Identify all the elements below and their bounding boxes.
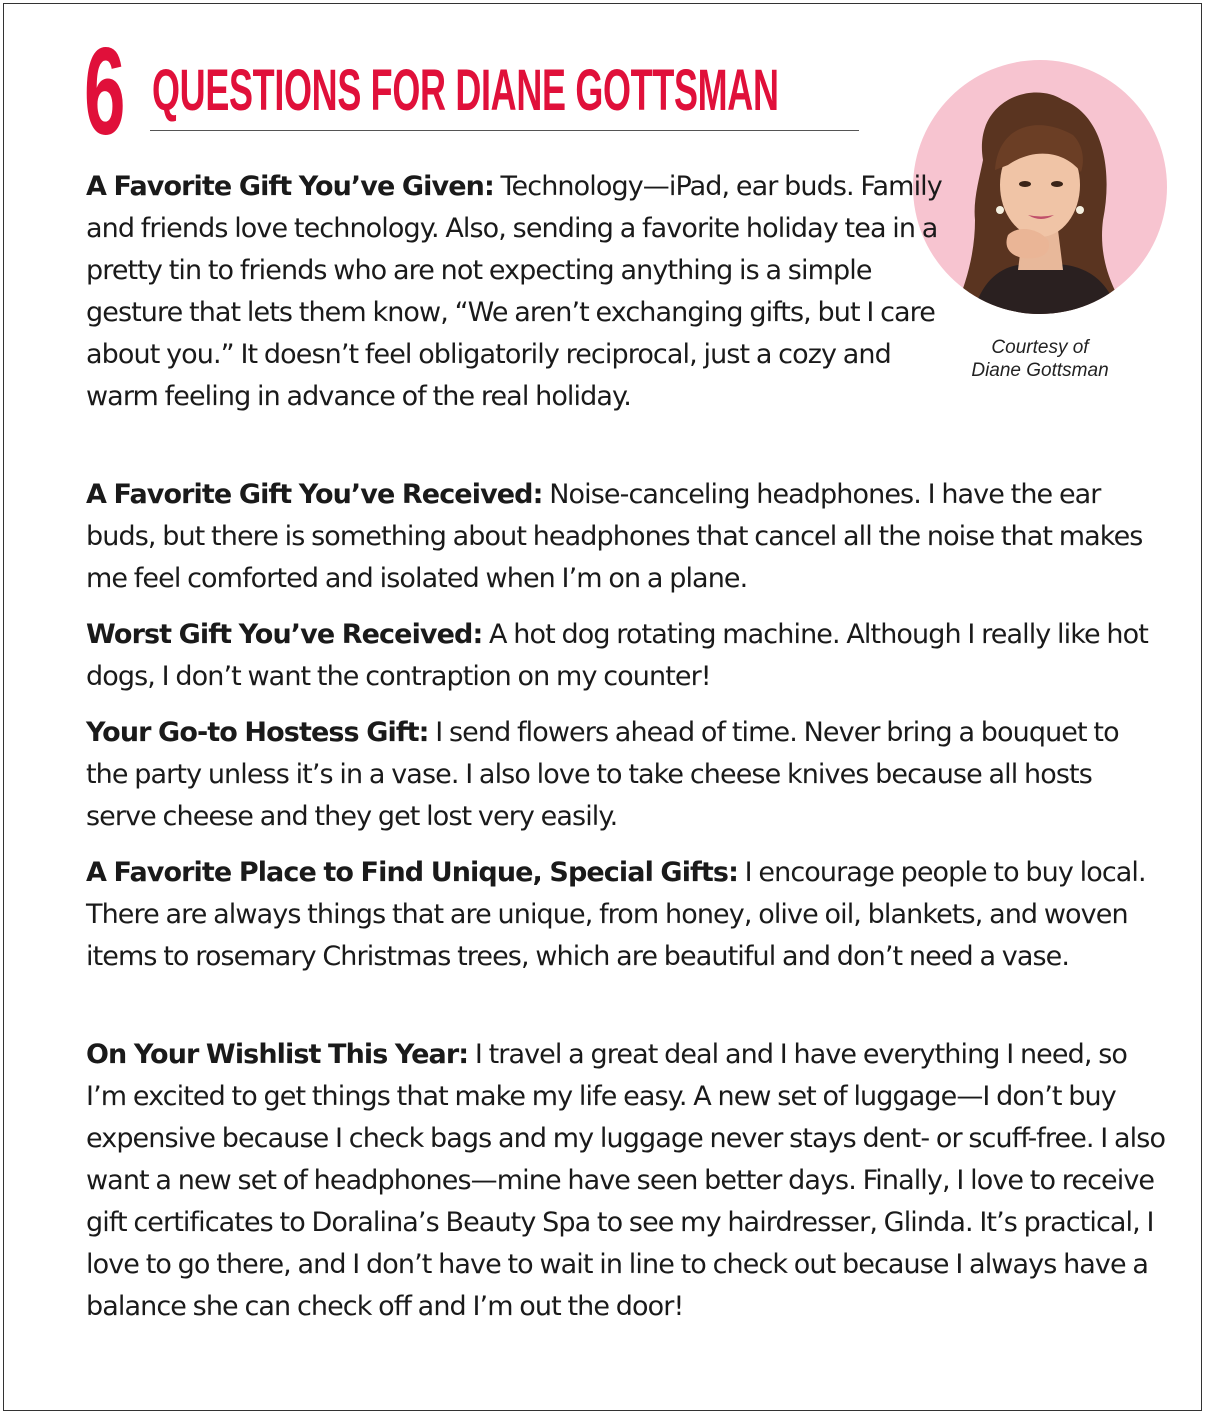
article-title: QUESTIONS FOR DIANE GOTTSMAN bbox=[152, 58, 779, 123]
answer-text: Noise-canceling headphones. I have the ear buds, but there is something about headphones that cancel all the noise that makes me feel comforted and isolated when I’m on a plane. bbox=[86, 479, 1143, 594]
answer-text: I encourage people to buy local. There are always things that are unique, from honey, olive oil, blankets, and woven items to rosemary Christmas trees, which are beautiful and don’t need a vase. bbox=[86, 857, 1146, 972]
qa-item-4 bbox=[86, 712, 1166, 838]
qa-item-5 bbox=[86, 852, 1166, 978]
answer-text: Technology—iPad, ear buds. Family and friends love technology. Also, sending a favorite holiday tea in a pretty tin to friends who are not expecting anything is a simple gesture that lets them know, “We aren’t exchanging gifts, but I care about you.” It doesn’t feel obligatorily reciprocal, just a cozy and warm feeling in advance of the real holiday. bbox=[86, 171, 942, 412]
question-label: Your Go-to Hostess Gift: bbox=[86, 717, 429, 748]
caption-line-2: Diane Gottsman bbox=[971, 360, 1109, 381]
portrait-photo bbox=[913, 60, 1167, 314]
qa-item-3 bbox=[86, 614, 1166, 698]
question-label: A Favorite Place to Find Unique, Special Gifts: bbox=[86, 857, 738, 888]
question-label: A Favorite Gift You’ve Received: bbox=[86, 479, 543, 510]
qa-item-2 bbox=[86, 474, 1166, 600]
photo-caption bbox=[940, 336, 1140, 382]
answer-text: I travel a great deal and I have everything I need, so I’m excited to get things that make my life easy. A new set of luggage—I don’t buy expensive because I check bags and my luggage never stays dent- or scuff-free. I also want a new set of headphones—mine have seen better days. Finally, I love to receive gift certificates to Doralina’s Beauty Spa to see my hairdresser, Glinda. It’s practical, I love to go there, and I don’t have to wait in line to check out because I always have a balance she can check off and I’m out the door! bbox=[86, 1039, 1166, 1322]
article-number: 6 bbox=[84, 23, 125, 161]
answer-text: I send flowers ahead of time. Never bring a bouquet to the party unless it’s in a vase. I also love to take cheese knives because all hosts serve cheese and they get lost very easily. bbox=[86, 717, 1119, 832]
qa-item-1 bbox=[86, 166, 942, 418]
answer-text: A hot dog rotating machine. Although I really like hot dogs, I don’t want the contraption on my counter! bbox=[86, 619, 1148, 692]
caption-line-1: Courtesy of bbox=[991, 337, 1089, 358]
qa-item-6 bbox=[86, 1034, 1166, 1328]
question-label: Worst Gift You’ve Received: bbox=[86, 619, 483, 650]
title-underline bbox=[150, 130, 859, 131]
portrait-illustration bbox=[913, 60, 1167, 314]
question-label: A Favorite Gift You’ve Given: bbox=[86, 171, 494, 202]
question-label: On Your Wishlist This Year: bbox=[86, 1039, 469, 1070]
